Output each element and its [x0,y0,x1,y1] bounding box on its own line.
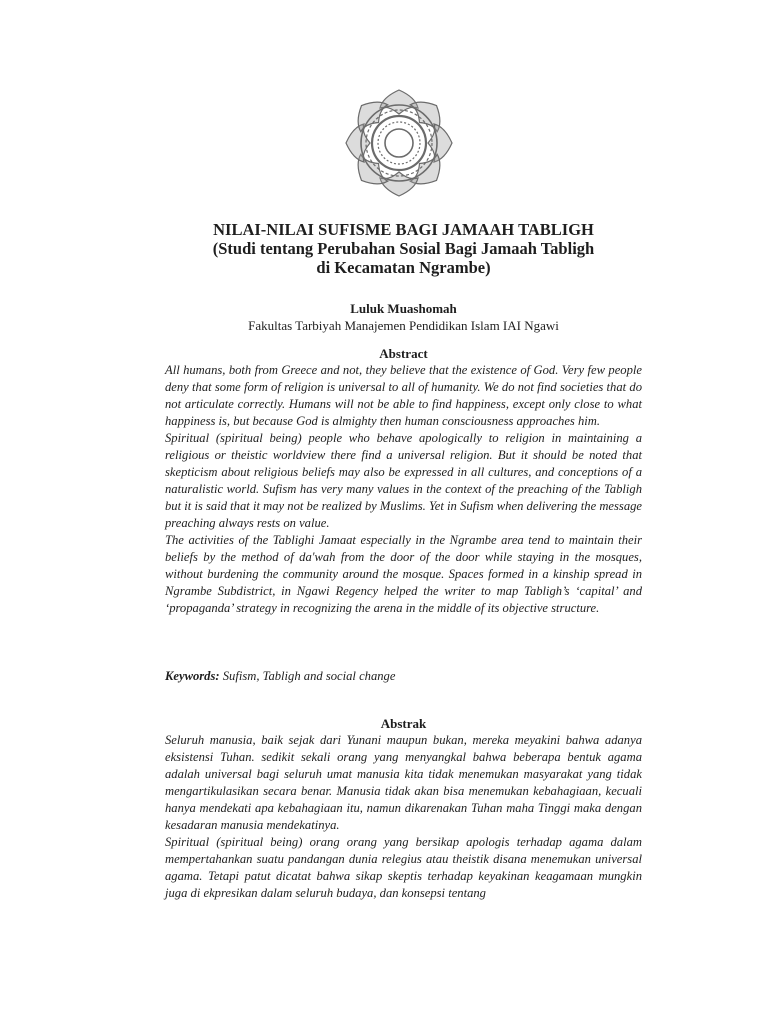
ornament-graphic [342,86,456,200]
keywords-label: Keywords: [165,669,220,683]
abstract-heading: Abstract [379,346,428,361]
author-name: Luluk Muashomah [350,301,457,316]
abstrak-heading: Abstrak [380,716,427,731]
abstract-paragraph: All humans, both from Greece and not, they believe that the existence of God. Very few people deny that some form of religion is universal to all of humanity. We do not find societies that do not articulate correctly. Humans will not be able to find happiness, except only close to what happiness is, but because God is almighty then human consciousness approaches him. [165,363,642,428]
abstrak-paragraph: Spiritual (spiritual being) orang orang yang bersikap apologis terhadap agama dalam mempertahankan suatu pandangan dunia relegius atau theistik disana menemukan universal agama. Tetapi patut dicatat bahwa sikap skeptis terhadap keyakinan keagamaan mungkin juga di ekpresikan dalam seluruh budaya, dan konsepsi tentang [165,835,642,900]
abstrak-body [165,732,642,902]
abstract-paragraph: Spiritual (spiritual being) people who behave apologically to religion in maintaining a religious or theistic worldview there find a universal religion. But it should be noted that skepticism about religious beliefs may also be expressed in all cultures, and conceptions of a naturalistic world. Sufism has very many values in the context of the preaching of the Tabligh but it is said that it may not be realized by Muslims. Yet in Sufism when delivering the message preaching always rests on value. [165,431,642,530]
abstract-body [165,362,642,617]
author-affiliation: Fakultas Tarbiyah Manajemen Pendidikan Islam IAI Ngawi [248,318,559,333]
abstrak-paragraph: Seluruh manusia, baik sejak dari Yunani maupun bukan, mereka meyakini bahwa adanya eksistensi Tuhan. sedikit sekali orang yang menyangkal bahwa beberapa bentuk agama adalah universal bagi seluruh umat manusia kita tidak menemukan masyarakat yang tidak mengartikulasikan secara benar. Manusia tidak akan bisa menemukan kebahagiaan, kecuali hanya mendekati apa kebahagiaan itu, namun dikarenakan Tuhan maha Tinggi maka dengan kesadaran manusia mendekatinya. [165,733,642,832]
article-title [165,220,642,277]
author-block [165,300,642,334]
rosette-ornament-icon [342,86,456,200]
title-line-3: di Kecamatan Ngrambe) [316,258,491,277]
abstract-paragraph: The activities of the Tablighi Jamaat especially in the Ngrambe area tend to maintain their beliefs by the method of da'wah from the door of the door while staying in the mosques, without burdening the community around the mosque. Spaces formed in a kinship spread in Ngrambe Subdistrict, in Ngawi Regency helped the writer to map Tabligh’s ‘capital’ and ‘propaganda’ strategy in recognizing the arena in the middle of its objective structure. [165,533,642,615]
title-line-2: (Studi tentang Perubahan Sosial Bagi Jamaah Tabligh [212,239,595,258]
keywords-value: Sufism, Tabligh and social change [222,669,396,683]
title-line-1: NILAI-NILAI SUFISME BAGI JAMAAH TABLIGH [213,220,594,239]
keywords-line [165,668,642,685]
